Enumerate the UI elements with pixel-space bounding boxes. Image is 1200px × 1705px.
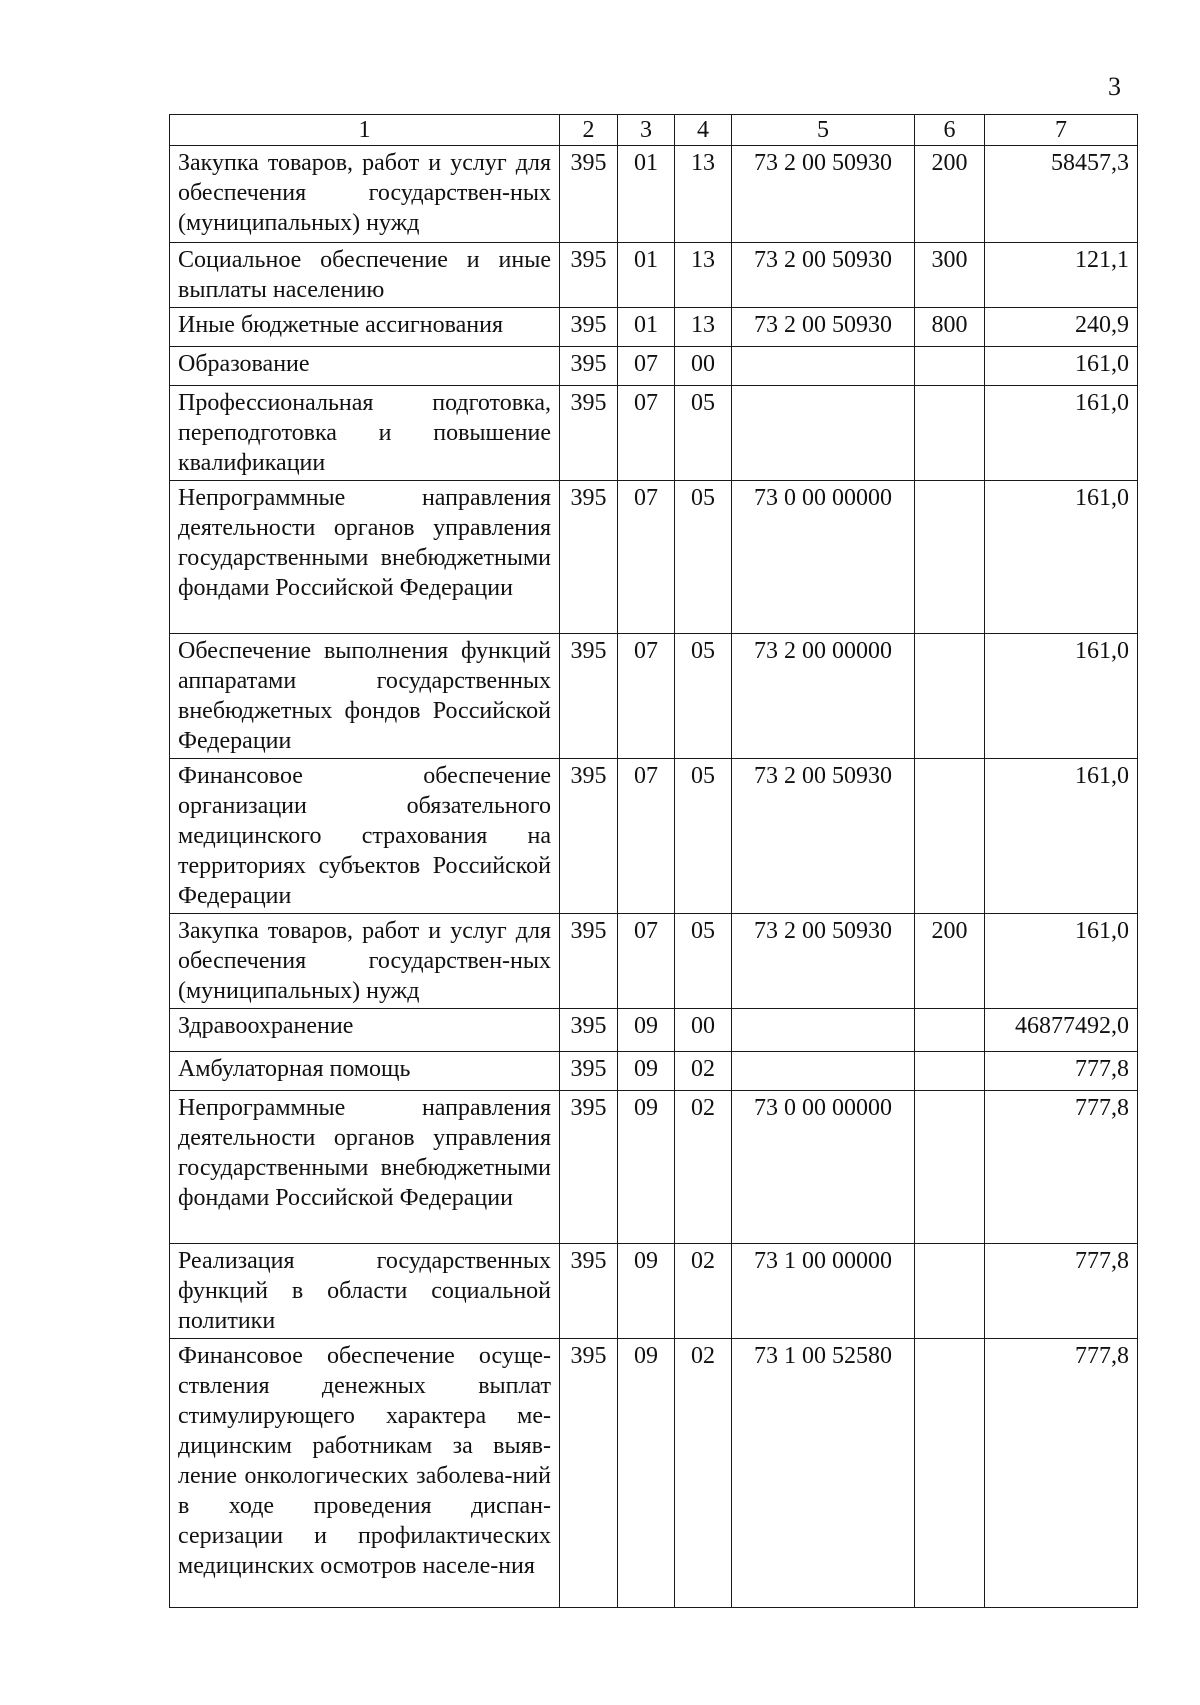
table-row — [170, 1339, 1138, 1608]
amount-cell: 161,0 — [985, 634, 1138, 759]
expense-type-cell — [915, 1009, 985, 1052]
ministry-code-cell: 395 — [560, 1091, 618, 1244]
amount-cell: 121,1 — [985, 243, 1138, 308]
subsection-code-cell: 13 — [675, 146, 732, 243]
subsection-code-cell: 02 — [675, 1244, 732, 1339]
ministry-code-cell: 395 — [560, 243, 618, 308]
column-header: 4 — [675, 115, 732, 146]
table-row — [170, 914, 1138, 1009]
table-row — [170, 308, 1138, 347]
section-code-cell: 07 — [618, 914, 675, 1009]
item-name-cell: Реализация государственных функций в области социальной политики — [170, 1244, 560, 1339]
subsection-code-cell: 05 — [675, 634, 732, 759]
amount-cell: 777,8 — [985, 1244, 1138, 1339]
ministry-code-cell: 395 — [560, 1339, 618, 1608]
amount-cell: 161,0 — [985, 386, 1138, 481]
item-name-cell: Закупка товаров, работ и услуг для обеспечения государствен-ных (муниципальных) нужд — [170, 146, 560, 243]
ministry-code-cell: 395 — [560, 759, 618, 914]
table-row — [170, 481, 1138, 634]
amount-cell: 161,0 — [985, 914, 1138, 1009]
section-code-cell: 07 — [618, 759, 675, 914]
ministry-code-cell: 395 — [560, 481, 618, 634]
ministry-code-cell: 395 — [560, 308, 618, 347]
item-name-cell: Непрограммные направления деятельности органов управления государственными внебюджетными фондами Российской Федерации — [170, 1091, 560, 1244]
amount-cell: 777,8 — [985, 1052, 1138, 1091]
subsection-code-cell: 00 — [675, 1009, 732, 1052]
ministry-code-cell: 395 — [560, 914, 618, 1009]
amount-cell: 161,0 — [985, 347, 1138, 386]
table-row — [170, 1052, 1138, 1091]
expense-type-cell — [915, 1244, 985, 1339]
item-name-cell: Обеспечение выполнения функций аппаратами государственных внебюджетных фондов Российской Федерации — [170, 634, 560, 759]
column-header: 2 — [560, 115, 618, 146]
amount-cell: 777,8 — [985, 1339, 1138, 1608]
target-article-cell: 73 2 00 50930 — [732, 146, 915, 243]
column-header: 3 — [618, 115, 675, 146]
expense-type-cell — [915, 634, 985, 759]
target-article-cell: 73 2 00 50930 — [732, 914, 915, 1009]
section-code-cell: 01 — [618, 243, 675, 308]
target-article-cell: 73 0 00 00000 — [732, 1091, 915, 1244]
subsection-code-cell: 05 — [675, 481, 732, 634]
ministry-code-cell: 395 — [560, 1009, 618, 1052]
table-row — [170, 146, 1138, 243]
target-article-cell — [732, 347, 915, 386]
subsection-code-cell: 02 — [675, 1052, 732, 1091]
expense-type-cell — [915, 759, 985, 914]
item-name-cell: Здравоохранение — [170, 1009, 560, 1052]
table-row — [170, 634, 1138, 759]
section-code-cell: 07 — [618, 481, 675, 634]
subsection-code-cell: 13 — [675, 308, 732, 347]
table-header-row — [170, 115, 1138, 146]
expense-type-cell — [915, 1091, 985, 1244]
section-code-cell: 09 — [618, 1052, 675, 1091]
table-row — [170, 1244, 1138, 1339]
expense-type-cell — [915, 386, 985, 481]
column-header: 5 — [732, 115, 915, 146]
section-code-cell: 09 — [618, 1091, 675, 1244]
expense-type-cell — [915, 1052, 985, 1091]
subsection-code-cell: 02 — [675, 1091, 732, 1244]
target-article-cell — [732, 1052, 915, 1091]
amount-cell: 161,0 — [985, 759, 1138, 914]
item-name-cell: Амбулаторная помощь — [170, 1052, 560, 1091]
expense-type-cell — [915, 347, 985, 386]
item-name-cell: Финансовое обеспечение организации обязательного медицинского страхования на территориях субъектов Российской Федерации — [170, 759, 560, 914]
column-header: 6 — [915, 115, 985, 146]
ministry-code-cell: 395 — [560, 146, 618, 243]
table-row — [170, 1091, 1138, 1244]
target-article-cell: 73 2 00 00000 — [732, 634, 915, 759]
target-article-cell: 73 0 00 00000 — [732, 481, 915, 634]
section-code-cell: 09 — [618, 1339, 675, 1608]
section-code-cell: 07 — [618, 386, 675, 481]
target-article-cell: 73 2 00 50930 — [732, 759, 915, 914]
subsection-code-cell: 00 — [675, 347, 732, 386]
column-header: 7 — [985, 115, 1138, 146]
section-code-cell: 09 — [618, 1244, 675, 1339]
expense-type-cell — [915, 481, 985, 634]
amount-cell: 58457,3 — [985, 146, 1138, 243]
item-name-cell: Непрограммные направления деятельности органов управления государственными внебюджетными фондами Российской Федерации — [170, 481, 560, 634]
item-name-cell: Иные бюджетные ассигнования — [170, 308, 560, 347]
page-number: 3 — [1108, 72, 1121, 101]
expense-type-cell — [915, 1339, 985, 1608]
amount-cell: 161,0 — [985, 481, 1138, 634]
subsection-code-cell: 05 — [675, 386, 732, 481]
table-row — [170, 759, 1138, 914]
ministry-code-cell: 395 — [560, 347, 618, 386]
expense-type-cell: 200 — [915, 914, 985, 1009]
target-article-cell — [732, 386, 915, 481]
column-header: 1 — [170, 115, 560, 146]
target-article-cell — [732, 1009, 915, 1052]
table-row — [170, 243, 1138, 308]
target-article-cell: 73 1 00 52580 — [732, 1339, 915, 1608]
ministry-code-cell: 395 — [560, 1052, 618, 1091]
table-row — [170, 347, 1138, 386]
budget-table — [169, 114, 1138, 1608]
ministry-code-cell: 395 — [560, 634, 618, 759]
subsection-code-cell: 13 — [675, 243, 732, 308]
section-code-cell: 07 — [618, 347, 675, 386]
item-name-cell: Финансовое обеспечение осуще-ствления денежных выплат стимулирующего характера ме-дицинским работникам за выяв-ление онкологических заболева-ний в ходе проведения диспан-серизации и профилактических медицинских осмотров населе-ния — [170, 1339, 560, 1608]
section-code-cell: 07 — [618, 634, 675, 759]
target-article-cell: 73 2 00 50930 — [732, 243, 915, 308]
subsection-code-cell: 05 — [675, 759, 732, 914]
item-name-cell: Профессиональная подготовка, переподготовка и повышение квалификации — [170, 386, 560, 481]
expense-type-cell: 300 — [915, 243, 985, 308]
expense-type-cell: 200 — [915, 146, 985, 243]
item-name-cell: Образование — [170, 347, 560, 386]
subsection-code-cell: 02 — [675, 1339, 732, 1608]
item-name-cell: Социальное обеспечение и иные выплаты населению — [170, 243, 560, 308]
amount-cell: 777,8 — [985, 1091, 1138, 1244]
section-code-cell: 09 — [618, 1009, 675, 1052]
table-row — [170, 1009, 1138, 1052]
expense-type-cell: 800 — [915, 308, 985, 347]
table-row — [170, 386, 1138, 481]
target-article-cell: 73 1 00 00000 — [732, 1244, 915, 1339]
amount-cell: 240,9 — [985, 308, 1138, 347]
ministry-code-cell: 395 — [560, 386, 618, 481]
item-name-cell: Закупка товаров, работ и услуг для обеспечения государствен-ных (муниципальных) нужд — [170, 914, 560, 1009]
subsection-code-cell: 05 — [675, 914, 732, 1009]
target-article-cell: 73 2 00 50930 — [732, 308, 915, 347]
amount-cell: 46877492,0 — [985, 1009, 1138, 1052]
section-code-cell: 01 — [618, 308, 675, 347]
ministry-code-cell: 395 — [560, 1244, 618, 1339]
section-code-cell: 01 — [618, 146, 675, 243]
